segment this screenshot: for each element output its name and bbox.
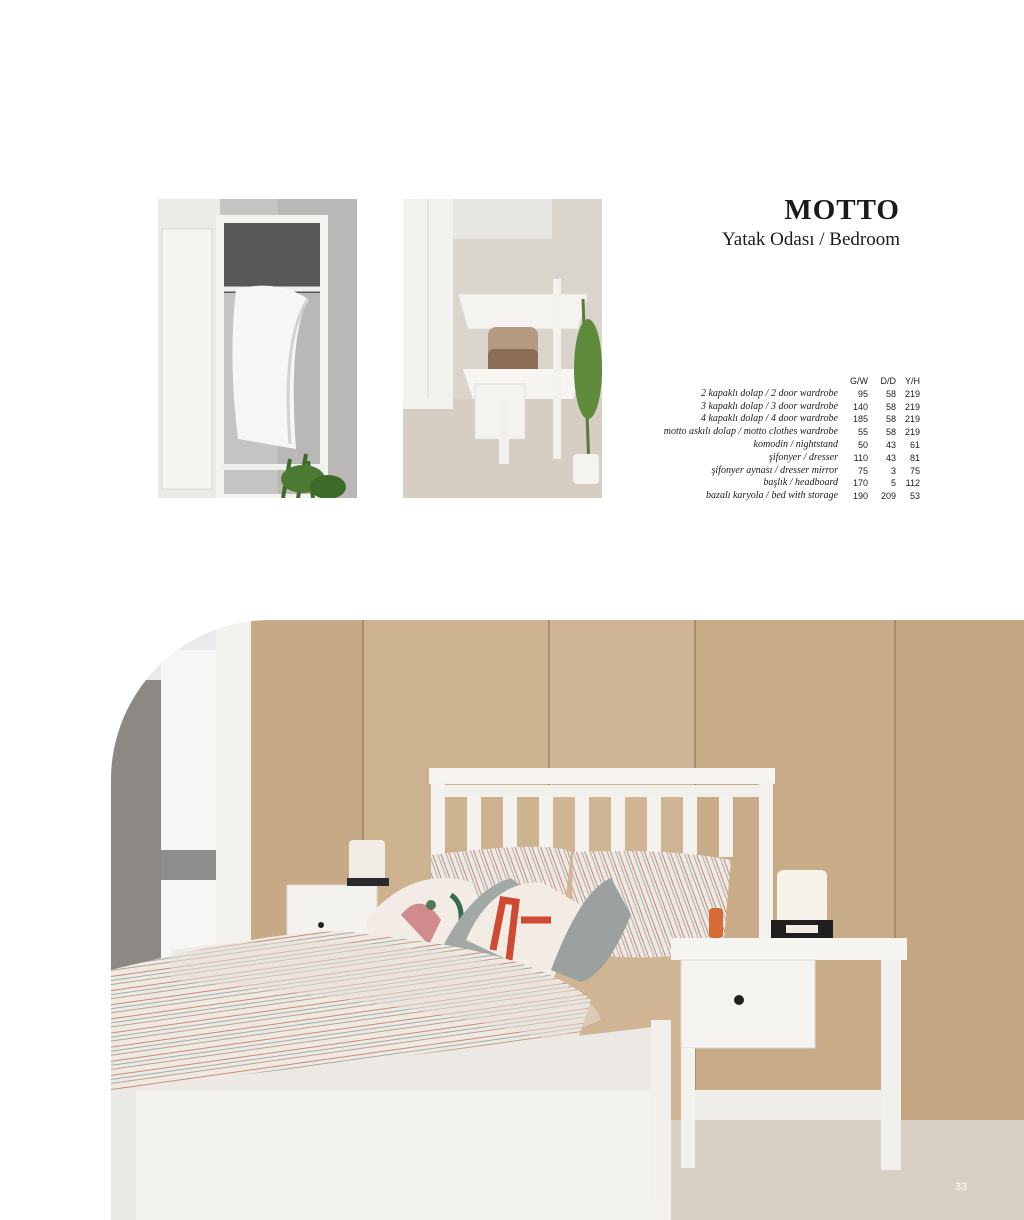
collection-title: MOTTO: [784, 194, 900, 226]
product-height: 75: [909, 465, 920, 476]
dimension-row: [560, 413, 922, 426]
product-height: 81: [909, 452, 920, 463]
product-name: bazalı karyola / bed with storage: [706, 490, 838, 502]
product-height: 219: [904, 401, 920, 412]
dimension-row: [560, 439, 922, 452]
product-depth: 58: [885, 427, 896, 438]
product-height: 53: [909, 491, 920, 502]
product-width: 75: [857, 465, 868, 476]
product-name: şifonyer / dresser: [768, 451, 838, 463]
dimensions-header-row: [560, 375, 922, 388]
dimension-row: [560, 426, 922, 439]
clothes-wardrobe-photo: [158, 199, 357, 498]
product-depth: 58: [885, 401, 896, 412]
product-depth: 5: [890, 478, 896, 489]
product-depth: 43: [885, 452, 896, 463]
product-name: motto askılı dolap / motto clothes wardrobe: [663, 426, 838, 438]
page-number: 33: [955, 1181, 968, 1193]
product-depth: 58: [885, 388, 896, 399]
dimension-row: [560, 388, 922, 401]
product-height: 219: [904, 427, 920, 438]
dimension-row: [560, 477, 922, 490]
product-depth: 209: [880, 491, 896, 502]
product-name: şifonyer aynası / dresser mirror: [711, 464, 838, 476]
product-width: 95: [857, 388, 868, 399]
product-height: 112: [905, 478, 920, 489]
product-name: 3 kapaklı dolap / 3 door wardrobe: [700, 400, 838, 412]
product-height: 219: [904, 388, 920, 399]
product-width: 110: [853, 452, 868, 463]
dimension-row: [560, 452, 922, 465]
product-name: 4 kapaklı dolap / 4 door wardrobe: [700, 413, 838, 425]
product-height: 61: [909, 439, 920, 450]
dimensions-table: [560, 375, 922, 503]
product-name: başlık / headboard: [763, 477, 838, 489]
product-depth: 3: [890, 465, 896, 476]
product-width: 50: [857, 439, 868, 450]
bedroom-photo: [111, 620, 1024, 1220]
product-name: 2 kapaklı dolap / 2 door wardrobe: [700, 387, 838, 399]
product-width: 55: [857, 427, 868, 438]
dimension-row: [560, 465, 922, 478]
product-depth: 43: [885, 439, 896, 450]
width-column-header: G/W: [850, 376, 868, 386]
product-width: 185: [852, 414, 868, 425]
product-width: 140: [852, 401, 868, 412]
room-subtitle: Yatak Odası / Bedroom: [721, 229, 900, 250]
dimension-row: [560, 401, 922, 414]
dimensions-name-header: [560, 375, 844, 388]
depth-column-header: D/D: [880, 376, 896, 386]
product-name: komodin / nightstand: [753, 438, 838, 450]
height-column-header: Y/H: [904, 376, 920, 386]
collection-header: [722, 192, 900, 252]
product-width: 190: [852, 491, 868, 502]
product-width: 170: [852, 478, 868, 489]
product-depth: 58: [885, 414, 896, 425]
product-height: 219: [904, 414, 920, 425]
dimension-row: [560, 490, 922, 503]
